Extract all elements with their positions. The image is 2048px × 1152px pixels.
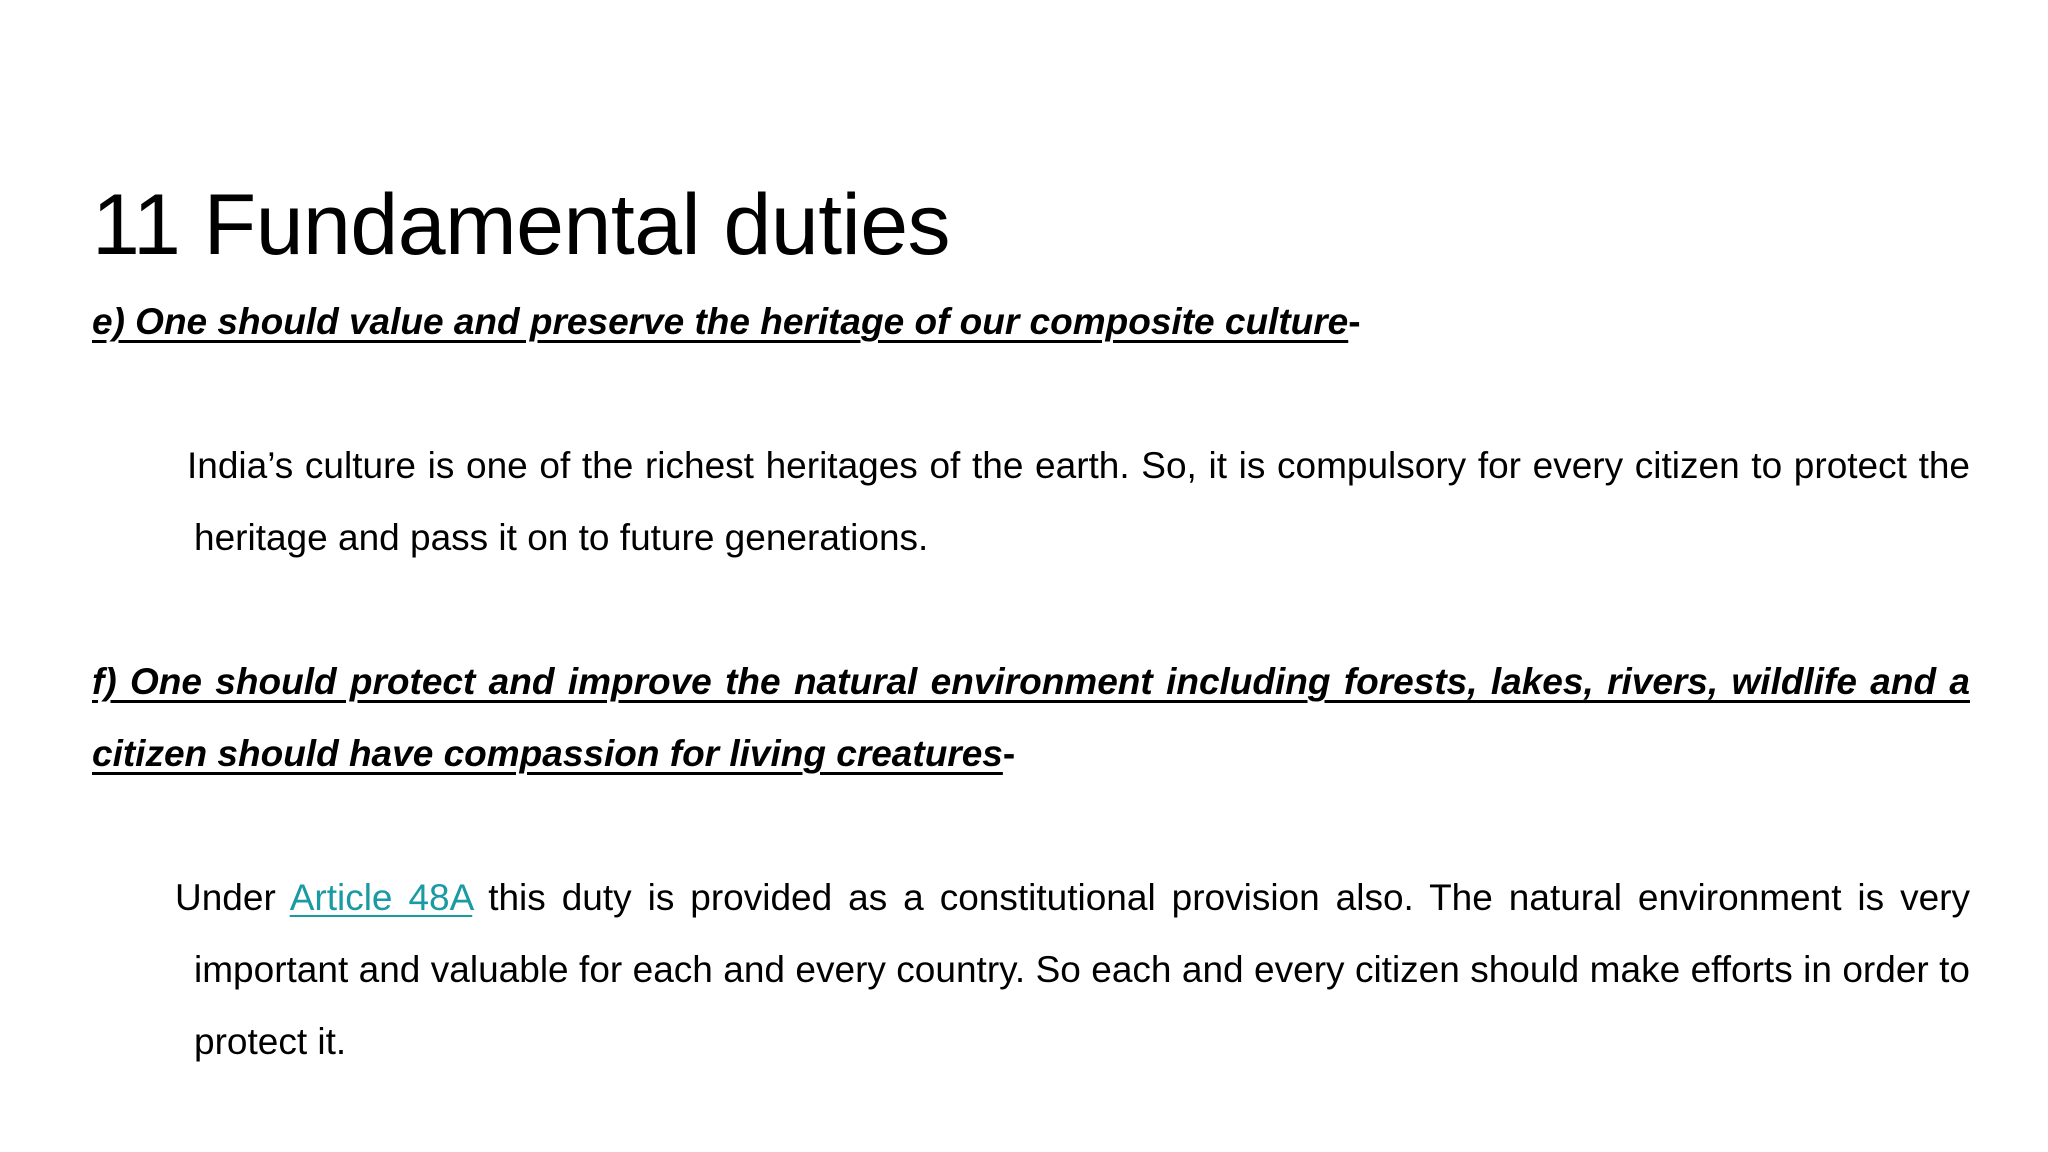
duty-f-heading-text: f) One should protect and improve the natural environment including forests, lakes, rivers, wildlife and a citizen should have compassion for living creatures [92, 661, 1970, 774]
slide-title: 11 Fundamental duties [92, 177, 951, 273]
duty-f-description [175, 862, 1970, 1078]
duty-f-heading [92, 646, 1970, 790]
duty-e-heading-text: e) One should value and preserve the heritage of our composite culture [92, 301, 1349, 342]
duty-e-heading-suffix: - [1348, 301, 1361, 342]
article-48a-link[interactable]: Article 48A [289, 877, 473, 918]
duty-f-heading-suffix: - [1002, 733, 1016, 774]
duty-f-description-rest: this duty is provided as a constitutional provision also. The natural environment is very important and valuable for each and every country. So each and every citizen should make efforts in order to protect it. [194, 877, 1970, 1062]
duty-e-heading [92, 286, 1970, 358]
duty-e-description: India’s culture is one of the richest heritages of the earth. So, it is compulsory for every citizen to protect the heritage and pass it on to future generations. [187, 445, 1970, 558]
duty-f-description-prefix: Under [175, 877, 276, 918]
